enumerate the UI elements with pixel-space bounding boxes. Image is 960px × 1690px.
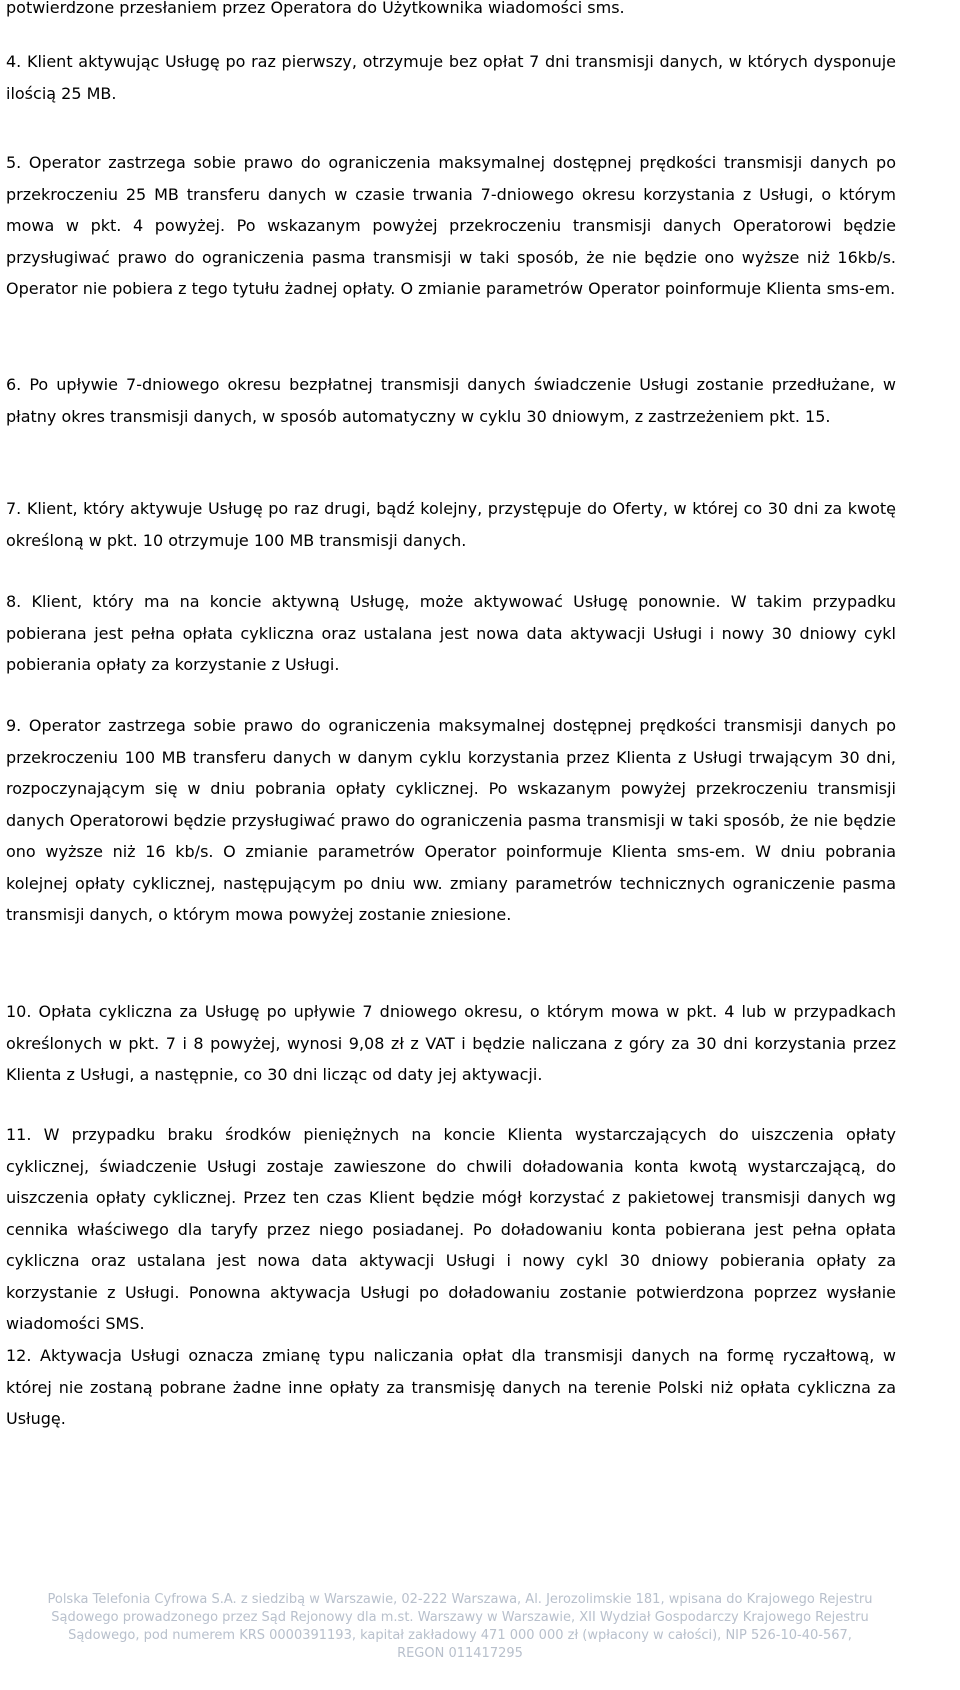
footer-line-1: Polska Telefonia Cyfrowa S.A. z siedzibą w Warszawie, 02-222 Warszawa, Al. Jerozolimskie 181, wpisana do Krajowego Rejestru [47, 1592, 873, 1607]
company-footer [20, 1591, 900, 1663]
paragraph-9: 9. Operator zastrzega sobie prawo do ograniczenia maksymalnej dostępnej prędkości transmisji danych po przekroczeniu 100 MB transferu danych w danym cyklu korzystania przez Klienta z Usługi trwającym 30 dni, rozpoczynającym się w dniu pobrania opłaty cyklicznej. Po wskazanym powyżej przekroczeniu transmisji danych Operatorowi będzie przysługiwać prawo do ograniczenia pasma transmisji w taki sposób, że nie będzie ono wyższe niż 16 kb/s. O zmianie parametrów Operator poinformuje Klienta sms-em. W dniu pobrania kolejnej opłaty cyklicznej, następującym po dniu ww. zmiany parametrów technicznych ograniczenie pasma transmisji danych, o którym mowa powyżej zostanie zniesione. [6, 716, 896, 924]
footer-line-4: REGON 011417295 [397, 1646, 523, 1661]
paragraph-5: 5. Operator zastrzega sobie prawo do ograniczenia maksymalnej dostępnej prędkości transmisji danych po przekroczeniu 25 MB transferu danych w czasie trwania 7-dniowego okresu korzystania z Usługi, o którym mowa w pkt. 4 powyżej. Po wskazanym powyżej przekroczeniu transmisji danych Operatorowi będzie przysługiwać prawo do ograniczenia pasma transmisji w taki sposób, że nie będzie ono wyższe niż 16kb/s. Operator nie pobiera z tego tytułu żadnej opłaty. O zmianie parametrów Operator poinformuje Klienta sms-em. [6, 153, 896, 298]
footer-line-2: Sądowego prowadzonego przez Sąd Rejonowy dla m.st. Warszawy w Warszawie, XII Wydział Gospodarczy Krajowego Rejestru [51, 1610, 869, 1625]
paragraph-10: 10. Opłata cykliczna za Usługę po upływie 7 dniowego okresu, o którym mowa w pkt. 4 lub w przypadkach określonych w pkt. 7 i 8 powyżej, wynosi 9,08 zł z VAT i będzie naliczana z góry za 30 dni korzystania przez Klienta z Usługi, a następnie, co 30 dni licząc od daty jej aktywacji. [6, 1002, 896, 1084]
paragraph-4: 4. Klient aktywując Usługę po raz pierwszy, otrzymuje bez opłat 7 dni transmisji danych, w których dysponuje ilością 25 MB. [6, 52, 896, 103]
paragraph-8: 8. Klient, który ma na koncie aktywną Usługę, może aktywować Usługę ponownie. W takim przypadku pobierana jest pełna opłata cykliczna oraz ustalana jest nowa data aktywacji Usługi i nowy 30 dniowy cykl pobierania opłaty za korzystanie z Usługi. [6, 592, 896, 674]
paragraph-11: 11. W przypadku braku środków pieniężnych na koncie Klienta wystarczających do uiszczenia opłaty cyklicznej, świadczenie Usługi zostaje zawieszone do chwili doładowania konta kwotą wystarczającą, do uiszczenia opłaty cyklicznej. Przez ten czas Klient będzie mógł korzystać z pakietowej transmisji danych wg cennika właściwego dla taryfy przez niego posiadanej. Po doładowaniu konta pobierana jest pełna opłata cykliczna oraz ustalana jest nowa data aktywacji Usługi i nowy cykl 30 dniowy pobierania opłaty za korzystanie z Usługi. Ponowna aktywacja Usługi po doładowaniu zostanie potwierdzona poprzez wysłanie wiadomości SMS. [6, 1125, 896, 1333]
paragraph-7: 7. Klient, który aktywuje Usługę po raz drugi, bądź kolejny, przystępuje do Oferty, w której co 30 dni za kwotę określoną w pkt. 10 otrzymuje 100 MB transmisji danych. [6, 499, 896, 550]
paragraph-6: 6. Po upływie 7-dniowego okresu bezpłatnej transmisji danych świadczenie Usługi zostanie przedłużane, w płatny okres transmisji danych, w sposób automatyczny w cyklu 30 dniowym, z zastrzeżeniem pkt. 15. [6, 375, 896, 426]
footer-line-3: Sądowego, pod numerem KRS 0000391193, kapitał zakładowy 471 000 000 zł (wpłacony w całości), NIP 526-10-40-567, [68, 1628, 852, 1643]
paragraph-continuation: potwierdzone przesłaniem przez Operatora do Użytkownika wiadomości sms. [6, 0, 625, 17]
paragraph-12: 12. Aktywacja Usługi oznacza zmianę typu naliczania opłat dla transmisji danych na formę ryczałtową, w której nie zostaną pobrane żadne inne opłaty za transmisję danych na terenie Polski niż opłata cykliczna za Usługę. [6, 1346, 896, 1428]
